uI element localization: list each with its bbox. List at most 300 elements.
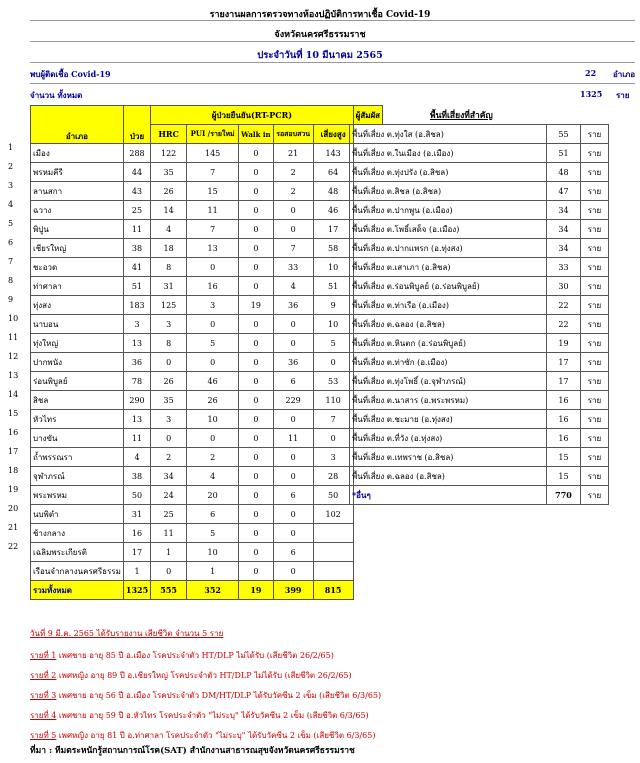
- cell-district: เรือนจำกลางนครศรีธรรม: [31, 562, 124, 581]
- cell-pui: 10: [187, 410, 239, 429]
- cell-high: 7: [313, 410, 353, 429]
- area-unit: ราย: [581, 296, 609, 315]
- area-count: 33: [547, 258, 581, 277]
- found-row: [30, 63, 635, 83]
- cell-district: พรหมคีรี: [31, 163, 124, 182]
- divider: [30, 41, 635, 42]
- cell-walkin: 0: [239, 163, 273, 182]
- cell-patients: 38: [123, 239, 150, 258]
- cell-pui: 5: [187, 524, 239, 543]
- table-row: [31, 429, 383, 448]
- cell-pui: 6: [187, 505, 239, 524]
- row-number: 5: [8, 219, 14, 228]
- cell-pui: 145: [187, 144, 239, 163]
- cell-district: ทุ่งใหญ่: [31, 334, 124, 353]
- table-row: [31, 524, 383, 543]
- area-count: 15: [547, 467, 581, 486]
- cell-patients: 44: [123, 163, 150, 182]
- cell-hrc: 34: [151, 467, 187, 486]
- death-record-label: รายที่ 1: [30, 651, 57, 660]
- pui-header: PUI /รายใหม่: [187, 125, 239, 144]
- cell-patients: 43: [123, 182, 150, 201]
- table-row: [31, 220, 383, 239]
- death-record: [30, 649, 334, 662]
- hrc-header: HRC: [151, 125, 187, 144]
- cell-district: พระพรหม: [31, 486, 124, 505]
- row-number: 18: [8, 466, 19, 475]
- table-row: [31, 505, 383, 524]
- cell-walkin: 0: [239, 277, 273, 296]
- row-number: 1: [8, 143, 14, 152]
- cell-patients: 290: [123, 391, 150, 410]
- cell-pending: 229: [273, 391, 313, 410]
- cell-patients: 1: [123, 562, 150, 581]
- cell-high: 28: [313, 467, 353, 486]
- cell-pending: 0: [273, 410, 313, 429]
- cell-pending: 0: [273, 334, 313, 353]
- area-count: 17: [547, 353, 581, 372]
- cell-district: ลานสกา: [31, 182, 124, 201]
- area-name: พื้นที่เสี่ยง ต.ท่าเรือ (อ.เมือง): [350, 296, 547, 315]
- row-number: 11: [8, 333, 19, 342]
- cell-district: บางขัน: [31, 429, 124, 448]
- cell-pending: 7: [273, 239, 313, 258]
- pending-header: รอสอบสวน: [273, 125, 313, 144]
- area-unit: ราย: [581, 429, 609, 448]
- area-unit: ราย: [581, 353, 609, 372]
- area-name: พื้นที่เสี่ยง ต.ปากแพรก (อ.ทุ่งสง): [350, 239, 547, 258]
- area-row: [350, 410, 609, 429]
- table-row: [31, 258, 383, 277]
- cell-walkin: 0: [239, 239, 273, 258]
- found-value: 22: [585, 68, 597, 78]
- cell-district: ร่อนพิบูลย์: [31, 372, 124, 391]
- area-heading: พื้นที่เสี่ยงที่สำคัญ: [430, 111, 493, 121]
- table-row: [31, 353, 383, 372]
- cell-pending: 2: [273, 182, 313, 201]
- area-unit: ราย: [581, 391, 609, 410]
- area-count: 47: [547, 182, 581, 201]
- area-name: พื้นที่เสี่ยง ต.ปากพูน (อ.เมือง): [350, 201, 547, 220]
- death-record-text: เพศชาย อายุ 56 ปี อ.เมือง โรคประจำตัว DM/HT/DLP ได้รับวัคซีน 2 เข็ม (เสียชีวิต 6/3/65): [56, 691, 382, 700]
- cell-hrc: 122: [151, 144, 187, 163]
- cell-district: นบพิตำ: [31, 505, 124, 524]
- cell-pui: 4: [187, 467, 239, 486]
- death-summary: วันที่ 9 มี.ค. 2565 ได้รับรายงาน เสียชีวิต จำนวน 5 ราย: [30, 629, 224, 638]
- area-row: [350, 391, 609, 410]
- cell-pui: 7: [187, 220, 239, 239]
- cell-pui: 1: [187, 562, 239, 581]
- cell-walkin: 0: [239, 391, 273, 410]
- cell-district: เชียรใหญ่: [31, 239, 124, 258]
- row-number: 22: [8, 542, 19, 551]
- cell-pui: 0: [187, 315, 239, 334]
- cell-walkin: 0: [239, 505, 273, 524]
- area-unit: ราย: [581, 182, 609, 201]
- cell-district: พิปูน: [31, 220, 124, 239]
- row-number: 16: [8, 428, 19, 437]
- area-row: [350, 429, 609, 448]
- area-unit: ราย: [581, 410, 609, 429]
- total-label: รวมทั้งหมด: [31, 581, 124, 600]
- cell-walkin: 0: [239, 372, 273, 391]
- row-number: 7: [8, 257, 14, 266]
- cell-district: จุฬาภรณ์: [31, 467, 124, 486]
- area-name: พื้นที่เสี่ยง ต.ทุ่งใส (อ.สิชล): [350, 125, 547, 144]
- row-number: 13: [8, 371, 19, 380]
- area-count: 51: [547, 144, 581, 163]
- cell-patients: 16: [123, 524, 150, 543]
- area-count: 16: [547, 429, 581, 448]
- cell-high: [313, 543, 353, 562]
- area-row: [350, 239, 609, 258]
- cell-patients: 51: [123, 277, 150, 296]
- risk-area-table: [349, 124, 609, 505]
- area-unit: ราย: [581, 163, 609, 182]
- cell-pending: 0: [273, 467, 313, 486]
- district-header: อำเภอ: [31, 106, 124, 144]
- area-count: 34: [547, 201, 581, 220]
- area-name: พื้นที่เสี่ยง ต.เทพราช (อ.สิชล): [350, 448, 547, 467]
- total-pui: 352: [187, 581, 239, 600]
- cell-walkin: 0: [239, 220, 273, 239]
- cell-district: ท่าศาลา: [31, 277, 124, 296]
- cell-patients: 38: [123, 467, 150, 486]
- cell-hrc: 24: [151, 486, 187, 505]
- cell-pending: 33: [273, 258, 313, 277]
- area-count: 19: [547, 334, 581, 353]
- area-name: พื้นที่เสี่ยง ต.เสาเภา (อ.สิชล): [350, 258, 547, 277]
- death-record-text: เพศชาย อายุ 59 ปี อ.หัวไทร โรคประจำตัว "ไม่ระบุ" ได้รับวัคซีน 2 เข็ม (เสียชีวิต 6/3/65): [56, 711, 369, 720]
- cell-walkin: 0: [239, 486, 273, 505]
- cell-hrc: 1: [151, 543, 187, 562]
- table-row: [31, 410, 383, 429]
- table-row: [31, 391, 383, 410]
- area-row: [350, 277, 609, 296]
- cell-district: เมือง: [31, 144, 124, 163]
- cell-high: 10: [313, 315, 353, 334]
- area-unit: ราย: [581, 201, 609, 220]
- cell-pui: 46: [187, 372, 239, 391]
- area-count: 48: [547, 163, 581, 182]
- cell-hrc: 125: [151, 296, 187, 315]
- cell-pending: 6: [273, 543, 313, 562]
- area-unit: ราย: [581, 258, 609, 277]
- area-count: 34: [547, 220, 581, 239]
- death-record: [30, 729, 375, 742]
- area-row: [350, 144, 609, 163]
- area-row: [350, 163, 609, 182]
- cell-high: 50: [313, 486, 353, 505]
- area-row: [350, 315, 609, 334]
- cell-hrc: 35: [151, 391, 187, 410]
- cell-district: ถ้ำพรรณรา: [31, 448, 124, 467]
- death-record: [30, 689, 381, 702]
- cell-high: 110: [313, 391, 353, 410]
- cell-district: ปากพนัง: [31, 353, 124, 372]
- area-row: [350, 486, 609, 505]
- total-walkin: 19: [239, 581, 273, 600]
- area-row: [350, 201, 609, 220]
- cell-pui: 26: [187, 391, 239, 410]
- cell-pending: 0: [273, 562, 313, 581]
- cell-pui: 0: [187, 258, 239, 277]
- cell-district: นาบอน: [31, 315, 124, 334]
- cell-pending: 6: [273, 372, 313, 391]
- cell-district: หัวไทร: [31, 410, 124, 429]
- area-name: พื้นที่เสี่ยง ต.ทุ่งปรัง (อ.สิชล): [350, 163, 547, 182]
- cell-pending: 21: [273, 144, 313, 163]
- report-title: รายงานผลการตรวจทางห้องปฏิบัติการหาเชื้อ Covid-19: [209, 10, 431, 20]
- cell-patients: 50: [123, 486, 150, 505]
- cell-patients: 4: [123, 448, 150, 467]
- cell-walkin: 0: [239, 467, 273, 486]
- cell-pending: 0: [273, 220, 313, 239]
- cell-district: ฉวาง: [31, 201, 124, 220]
- area-row: [350, 182, 609, 201]
- area-unit: ราย: [581, 372, 609, 391]
- table-row: [31, 163, 383, 182]
- cell-walkin: 0: [239, 448, 273, 467]
- area-name: พื้นที่เสี่ยง ต.หินตก (อ.ร่อนพิบูลย์): [350, 334, 547, 353]
- death-record-text: เพศหญิง อายุ 81 ปี อ.ท่าศาลา โรคประจำตัว "ไม่ระบุ" ได้รับวัคซีน 2 เข็ม (เสียชีวิต 6/3/65): [56, 731, 376, 740]
- cell-high: 58: [313, 239, 353, 258]
- found-unit: อำเภอ: [613, 69, 636, 79]
- table-row: [31, 277, 383, 296]
- row-number: 6: [8, 238, 14, 247]
- table-row: [31, 562, 383, 581]
- cell-high: 53: [313, 372, 353, 391]
- area-row: [350, 220, 609, 239]
- area-name: พื้นที่เสี่ยง ต.ทุ่งโพธิ์ (อ.จุฬาภรณ์): [350, 372, 547, 391]
- area-row: [350, 258, 609, 277]
- row-number: 20: [8, 504, 19, 513]
- table-row: [31, 144, 383, 163]
- area-unit: ราย: [581, 315, 609, 334]
- cell-patients: 183: [123, 296, 150, 315]
- cell-pending: 0: [273, 524, 313, 543]
- cell-pending: 6: [273, 486, 313, 505]
- cell-pui: 3: [187, 296, 239, 315]
- cell-patients: 11: [123, 429, 150, 448]
- area-unit: ราย: [581, 448, 609, 467]
- area-unit: ราย: [581, 467, 609, 486]
- total-row: [30, 84, 635, 104]
- cell-hrc: 8: [151, 334, 187, 353]
- row-number: 8: [8, 276, 14, 285]
- cell-pending: 2: [273, 163, 313, 182]
- table-row: [31, 334, 383, 353]
- cell-high: 5: [313, 334, 353, 353]
- cell-high: 17: [313, 220, 353, 239]
- cell-pending: 0: [273, 201, 313, 220]
- total-pending: 399: [273, 581, 313, 600]
- row-number: 17: [8, 447, 19, 456]
- cell-high: 51: [313, 277, 353, 296]
- table-row: [31, 372, 383, 391]
- death-record-label: รายที่ 4: [30, 711, 57, 720]
- cell-pui: 13: [187, 239, 239, 258]
- death-record-text: เพศชาย อายุ 85 ปี อ.เมือง โรคประจำตัว HT/DLP ไม่ได้รับ (เสียชีวิต 26/2/65): [56, 651, 334, 660]
- found-label: พบผู้ติดเชื้อ Covid-19: [30, 69, 111, 79]
- area-name: พื้นที่เสี่ยง ต.ชะมาย (อ.ทุ่งสง): [350, 410, 547, 429]
- table-row: [31, 239, 383, 258]
- cell-walkin: 0: [239, 410, 273, 429]
- cell-hrc: 26: [151, 182, 187, 201]
- area-unit: ราย: [581, 486, 609, 505]
- total-label: จำนวน ทั้งหมด: [30, 90, 83, 100]
- cell-pui: 5: [187, 334, 239, 353]
- area-unit: ราย: [581, 144, 609, 163]
- area-name: พื้นที่เสี่ยง ต.ท่าซัก (อ.เมือง): [350, 353, 547, 372]
- cell-district: เฉลิมพระเกียรติ: [31, 543, 124, 562]
- cell-hrc: 18: [151, 239, 187, 258]
- area-row: [350, 448, 609, 467]
- area-name: พื้นที่เสี่ยง ต.สิชล (อ.สิชล): [350, 182, 547, 201]
- table-row: [31, 296, 383, 315]
- row-number: 15: [8, 409, 19, 418]
- walkin-header: Walk in: [239, 125, 273, 144]
- area-count: 55: [547, 125, 581, 144]
- row-number: 12: [8, 352, 19, 361]
- province-title: จังหวัดนครศรีธรรมราช: [274, 30, 366, 40]
- cell-pending: 36: [273, 296, 313, 315]
- row-number: 2: [8, 162, 14, 171]
- area-count: 15: [547, 448, 581, 467]
- cell-hrc: 11: [151, 524, 187, 543]
- death-record-label: รายที่ 3: [30, 691, 57, 700]
- cell-walkin: 0: [239, 429, 273, 448]
- death-record-label: รายที่ 2: [30, 671, 57, 680]
- cell-patients: 36: [123, 353, 150, 372]
- cell-pui: 11: [187, 201, 239, 220]
- cell-walkin: 0: [239, 334, 273, 353]
- cell-high: 64: [313, 163, 353, 182]
- area-name: พื้นที่เสี่ยง ต.ฉลอง (อ.สิชล): [350, 467, 547, 486]
- area-count: 30: [547, 277, 581, 296]
- row-number: 9: [8, 295, 14, 304]
- table-row: [31, 486, 383, 505]
- cell-hrc: 3: [151, 410, 187, 429]
- row-number: 4: [8, 200, 14, 209]
- total-row: [31, 581, 383, 600]
- table-row: [31, 315, 383, 334]
- cell-hrc: 2: [151, 448, 187, 467]
- area-unit: ราย: [581, 220, 609, 239]
- cell-high: 10: [313, 258, 353, 277]
- total-unit: ราย: [616, 90, 630, 100]
- cell-patients: 78: [123, 372, 150, 391]
- cell-patients: 31: [123, 505, 150, 524]
- cell-pending: 0: [273, 448, 313, 467]
- cell-high: 3: [313, 448, 353, 467]
- area-count: 770: [547, 486, 581, 505]
- cell-pending: 0: [273, 315, 313, 334]
- report-date: ประจำวันที่ 10 มีนาคม 2565: [257, 50, 383, 61]
- cell-walkin: 0: [239, 543, 273, 562]
- cell-hrc: 0: [151, 562, 187, 581]
- cell-patients: 11: [123, 220, 150, 239]
- area-count: 34: [547, 239, 581, 258]
- area-count: 22: [547, 296, 581, 315]
- cell-high: [313, 524, 353, 543]
- row-number: 10: [8, 314, 19, 323]
- high-risk-header: เสี่ยงสูง: [313, 125, 353, 144]
- cell-hrc: 26: [151, 372, 187, 391]
- area-unit: ราย: [581, 125, 609, 144]
- area-name: พื้นที่เสี่ยง ต.ฉลอง (อ.สิชล): [350, 315, 547, 334]
- area-row: [350, 467, 609, 486]
- area-count: 16: [547, 410, 581, 429]
- total-value: 1325: [580, 89, 603, 99]
- area-name: พื้นที่เสี่ยง ต.นาสาร (อ.พระพรหม): [350, 391, 547, 410]
- cell-high: 48: [313, 182, 353, 201]
- cell-patients: 3: [123, 315, 150, 334]
- cell-hrc: 25: [151, 505, 187, 524]
- cell-patients: 13: [123, 410, 150, 429]
- death-record: [30, 709, 369, 722]
- area-row: [350, 125, 609, 144]
- cell-pui: 15: [187, 182, 239, 201]
- cell-pending: 11: [273, 429, 313, 448]
- cell-pui: 16: [187, 277, 239, 296]
- area-name: พื้นที่เสี่ยง ต.ที่วัง (อ.ทุ่งสง): [350, 429, 547, 448]
- cell-pending: 4: [273, 277, 313, 296]
- cell-district: ชะอวด: [31, 258, 124, 277]
- cell-pui: 0: [187, 353, 239, 372]
- contacts-group-header: ผู้สัมผัส: [353, 106, 382, 125]
- cell-hrc: 3: [151, 315, 187, 334]
- cell-walkin: 0: [239, 144, 273, 163]
- cell-pui: 0: [187, 429, 239, 448]
- table-row: [31, 201, 383, 220]
- cell-district: สิชล: [31, 391, 124, 410]
- table-row: [31, 182, 383, 201]
- area-row: [350, 334, 609, 353]
- cell-walkin: 0: [239, 201, 273, 220]
- table-row: [31, 467, 383, 486]
- total-high: 815: [313, 581, 353, 600]
- cell-district: ช้างกลาง: [31, 524, 124, 543]
- area-unit: ราย: [581, 277, 609, 296]
- area-unit: ราย: [581, 334, 609, 353]
- row-number: 14: [8, 390, 19, 399]
- death-record-label: รายที่ 5: [30, 731, 57, 740]
- death-record-text: เพศหญิง อายุ 89 ปี อ.เชียรใหญ่ โรคประจำตัว HT/DLP ไม่ได้รับ (เสียชีวิต 26/2/65): [56, 671, 352, 680]
- patients-header: ป่วย: [123, 106, 150, 144]
- cell-patients: 17: [123, 543, 150, 562]
- cell-high: [313, 562, 353, 581]
- total-hrc: 555: [151, 581, 187, 600]
- cell-high: 0: [313, 429, 353, 448]
- cell-high: 9: [313, 296, 353, 315]
- cell-walkin: 19: [239, 296, 273, 315]
- cell-high: 46: [313, 201, 353, 220]
- cell-high: 102: [313, 505, 353, 524]
- area-name: พื้นที่เสี่ยง ต.ร่อนพิบูลย์ (อ.ร่อนพิบูลย์): [350, 277, 547, 296]
- row-number: 3: [8, 181, 14, 190]
- confirmed-group-header: ผู้ป่วยยืนยัน(RT-PCR): [151, 106, 353, 125]
- area-name: *อื่นๆ: [350, 486, 547, 505]
- cell-hrc: 4: [151, 220, 187, 239]
- table-row: [31, 543, 383, 562]
- row-number: 19: [8, 485, 19, 494]
- area-row: [350, 296, 609, 315]
- area-row: [350, 353, 609, 372]
- cell-walkin: 0: [239, 562, 273, 581]
- cell-walkin: 0: [239, 182, 273, 201]
- cell-district: ทุ่งสง: [31, 296, 124, 315]
